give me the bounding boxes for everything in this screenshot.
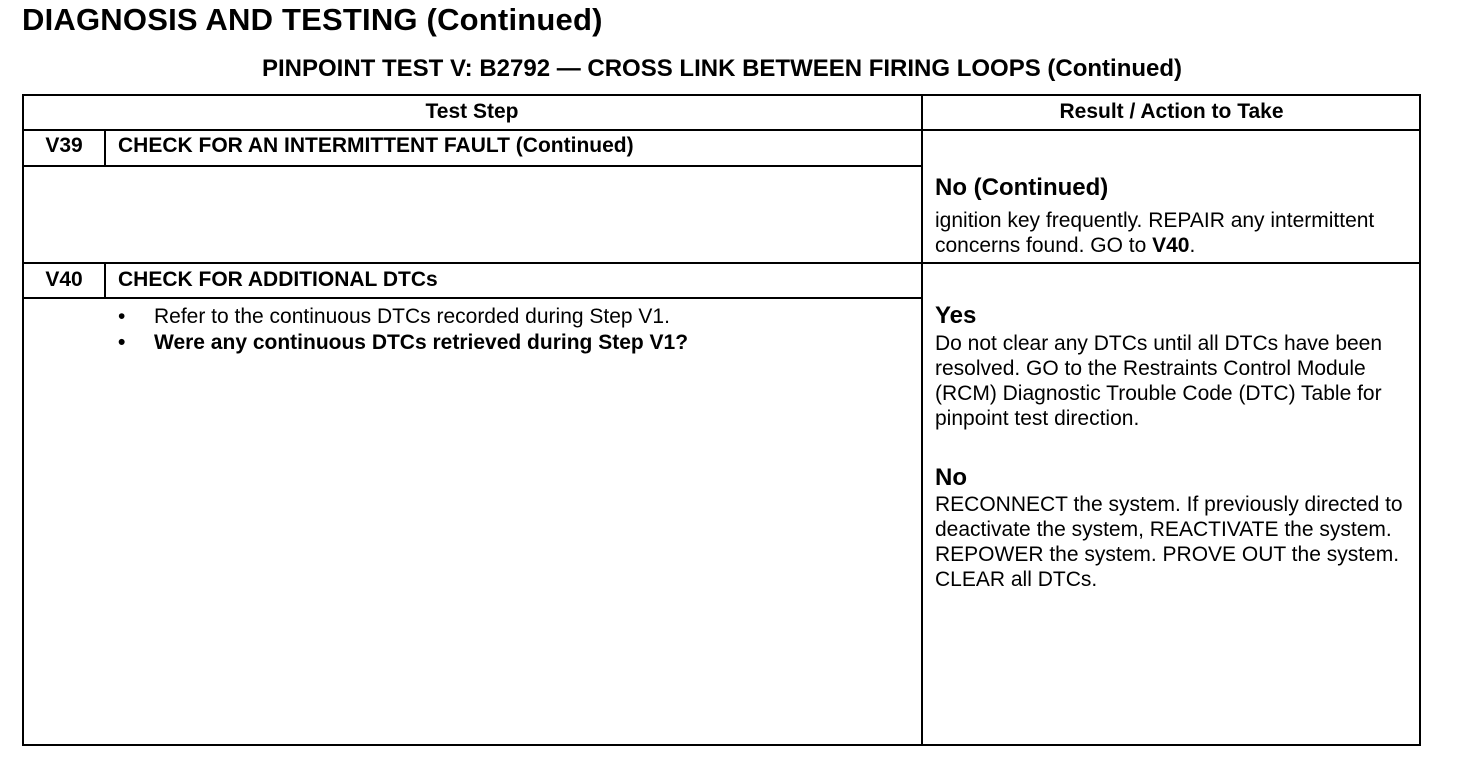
pinpoint-test-title: PINPOINT TEST V: B2792 — CROSS LINK BETWEEN FIRING LOOPS (Continued) (261, 55, 1183, 82)
result-label-v40-yes: Yes (935, 302, 977, 329)
result-text-v39-no-suffix: . (1189, 234, 1196, 257)
bullet-item-question: • Were any continuous DTCs retrieved during Step V1? (118, 330, 908, 356)
step-title-underline-v39 (22, 165, 922, 167)
result-label-v40-no: No (935, 464, 967, 491)
page-heading: DIAGNOSIS AND TESTING (Continued) (22, 2, 603, 37)
step-v40-bullets (118, 304, 908, 356)
step-title-underline-v40 (22, 297, 922, 299)
step-title-v39: CHECK FOR AN INTERMITTENT FAULT (Continued) (118, 134, 634, 157)
result-text-v39-no-body: ignition key frequently. REPAIR any intermittent concerns found. GO to (935, 209, 1375, 257)
header-test-step: Test Step (425, 100, 519, 123)
header-result-action: Result / Action to Take (1059, 100, 1284, 123)
result-link-v40: V40 (1152, 234, 1190, 257)
result-label-v39-no: No (Continued) (935, 174, 1109, 201)
bullet-item: • Refer to the continuous DTCs recorded during Step V1. (118, 304, 908, 330)
column-divider (921, 94, 923, 746)
step-title-v40: CHECK FOR ADDITIONAL DTCs (118, 268, 438, 291)
result-text-v40-yes: Do not clear any DTCs until all DTCs have been resolved. GO to the Restraints Control Module (RCM) Diagnostic Trouble Code (DTC) Table for pinpoint test direction. (935, 332, 1383, 430)
step-id-v39: V39 (45, 134, 83, 157)
result-text-v40-no: RECONNECT the system. If previously directed to deactivate the system, REACTIVATE the system. REPOWER the system. PROVE OUT the system. CLEAR all DTCs. (935, 493, 1403, 591)
row-divider (22, 262, 1421, 264)
result-text-v39-no (935, 208, 1419, 258)
step-id-v40: V40 (45, 268, 83, 291)
